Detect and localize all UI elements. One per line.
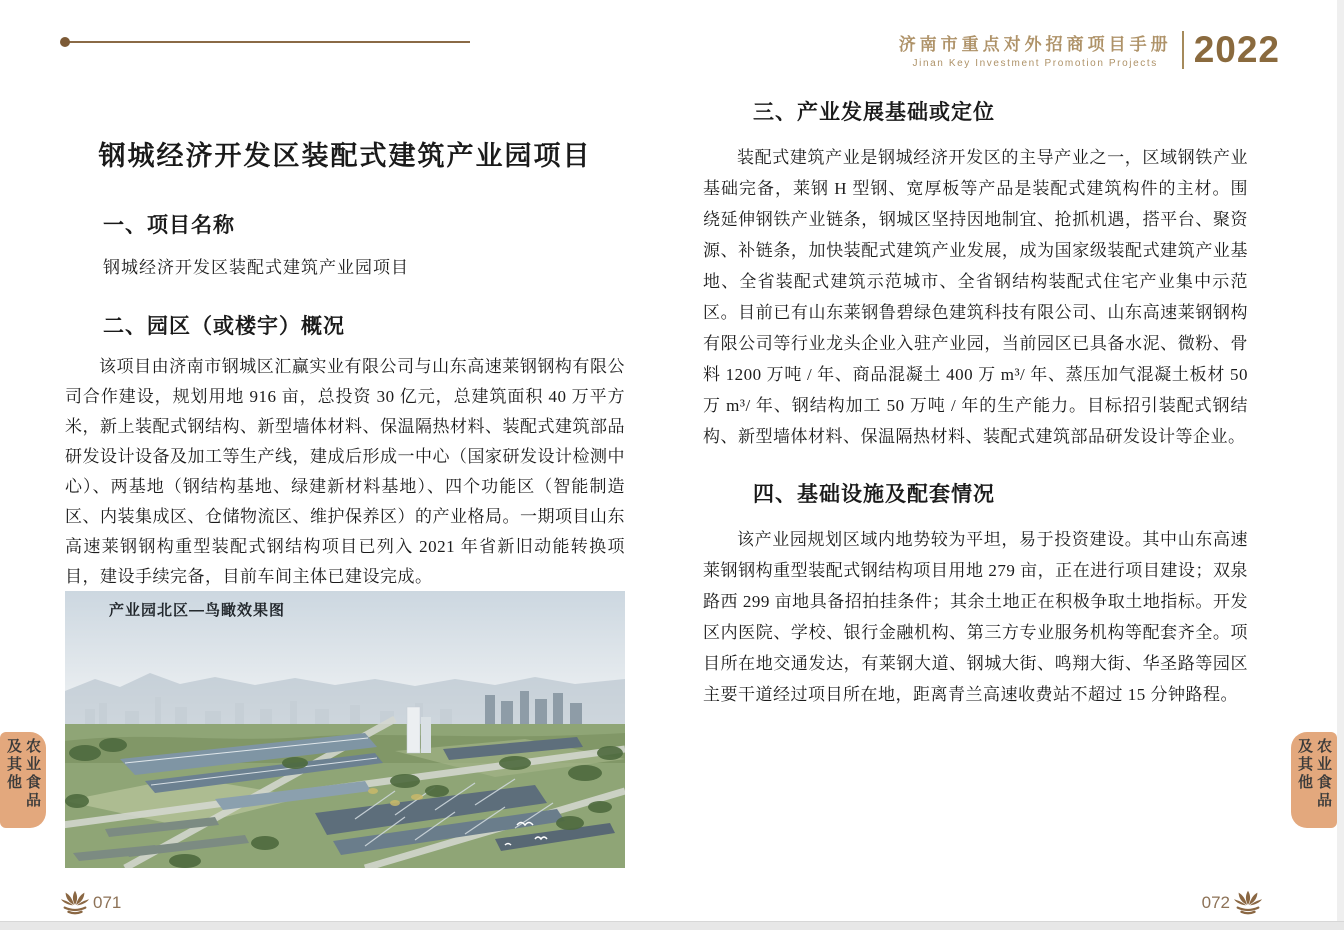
section-body-3: 装配式建筑产业是钢城经济开发区的主导产业之一，区域钢铁产业基础完备，莱钢 H 型钢、宽厚板等产品是装配式建筑构件的主材。围绕延伸钢铁产业链条，钢城区坚持因地制宜、抢抓机遇，搭平台、聚资源、补链条，加快装配式建筑产业发展，成为国家级装配式建筑产业基地、全省装配式建筑示范城市、全省钢结构装配式住宅产业集中示范区。目前已有山东莱钢鲁碧绿色建筑科技有限公司、山东高速莱钢钢构有限公司等行业龙头企业入驻产业园，当前园区已具备水泥、微粉、骨料 1200 万吨 / 年、商品混凝土 400 万 m³/ 年、蒸压加气混凝土板材 50 万 m³/ 年、钢结构加工 50 万吨 / 年的生产能力。目标招引装配式钢结构、新型墙体材料、保温隔热材料、装配式建筑部品研发设计等企业。 xyxy=(703,148,1248,446)
handbook-title-cn: 济南市重点对外招商项目手册 xyxy=(898,35,1172,54)
section-heading-4: 四、基础设施及配套情况 xyxy=(753,482,995,506)
project-title: 钢城经济开发区装配式建筑产业园项目 xyxy=(98,141,592,171)
image-caption: 产业园北区—鸟瞰效果图 xyxy=(109,602,286,619)
category-tab-left xyxy=(0,732,46,828)
category-tab-label: 农业食品及其他 xyxy=(1296,738,1332,810)
park-rendering-art xyxy=(65,591,625,868)
section-heading-2: 二、园区（或楼宇）概况 xyxy=(103,314,345,338)
handbook-title-en: Jinan Key Investment Promotion Projects xyxy=(912,58,1158,69)
rule-dot xyxy=(60,37,70,47)
right-page-footer xyxy=(1202,888,1263,916)
handbook-header xyxy=(899,30,1280,69)
park-rendering-image xyxy=(65,591,625,868)
right-page xyxy=(703,96,1248,710)
handbook-year: 2022 xyxy=(1193,29,1280,70)
section-heading-1: 一、项目名称 xyxy=(103,213,235,237)
top-decorative-rule xyxy=(62,41,470,43)
lotus-icon xyxy=(60,888,90,916)
header-divider xyxy=(1182,31,1184,69)
left-page-footer xyxy=(60,888,121,916)
section-body-4: 该产业园规划区域内地势较为平坦，易于投资建设。其中山东高速莱钢钢构重型装配式钢结构项目用地 279 亩，正在进行项目建设；双泉路西 299 亩地具备招拍挂条件；其余土地正在积极争取土地指标。开发区内医院、学校、银行金融机构、第三方专业服务机构等配套齐全。项目所在地交通发达，有莱钢大道、钢城大街、鸣翔大街、华圣路等园区主要干道经过项目所在地，距离青兰高速收费站不超过 15 分钟路程。 xyxy=(703,530,1248,704)
lotus-icon xyxy=(1233,888,1263,916)
page-number-left: 071 xyxy=(93,893,122,912)
section-body-2: 该项目由济南市钢城区汇赢实业有限公司与山东高速莱钢钢构有限公司合作建设，规划用地 916 亩，总投资 30 亿元，总建筑面积 40 万平方米，新上装配式钢结构、新型墙体材料、保温隔热材料、装配式建筑部品研发设计设备及加工等生产线，建成后形成一中心（国家研发设计检测中心）、两基地（钢结构基地、绿建新材料基地）、四个功能区（智能制造区、内装集成区、仓储物流区、维护保养区）的产业格局。一期项目山东高速莱钢钢构重型装配式钢结构项目已列入 2021 年省新旧动能转换项目，建设手续完备，目前车间主体已建设完成。 xyxy=(65,357,625,586)
left-page xyxy=(65,120,625,592)
page-number-right: 072 xyxy=(1201,893,1230,912)
page-edge-right xyxy=(1337,0,1344,922)
page-edge-bottom xyxy=(0,921,1344,930)
category-tab-label: 农业食品及其他 xyxy=(5,738,41,810)
category-tab-right xyxy=(1291,732,1337,828)
handbook-header-titles xyxy=(899,30,1172,69)
section-body-1: 钢城经济开发区装配式建筑产业园项目 xyxy=(103,258,409,277)
section-heading-3: 三、产业发展基础或定位 xyxy=(753,100,995,124)
